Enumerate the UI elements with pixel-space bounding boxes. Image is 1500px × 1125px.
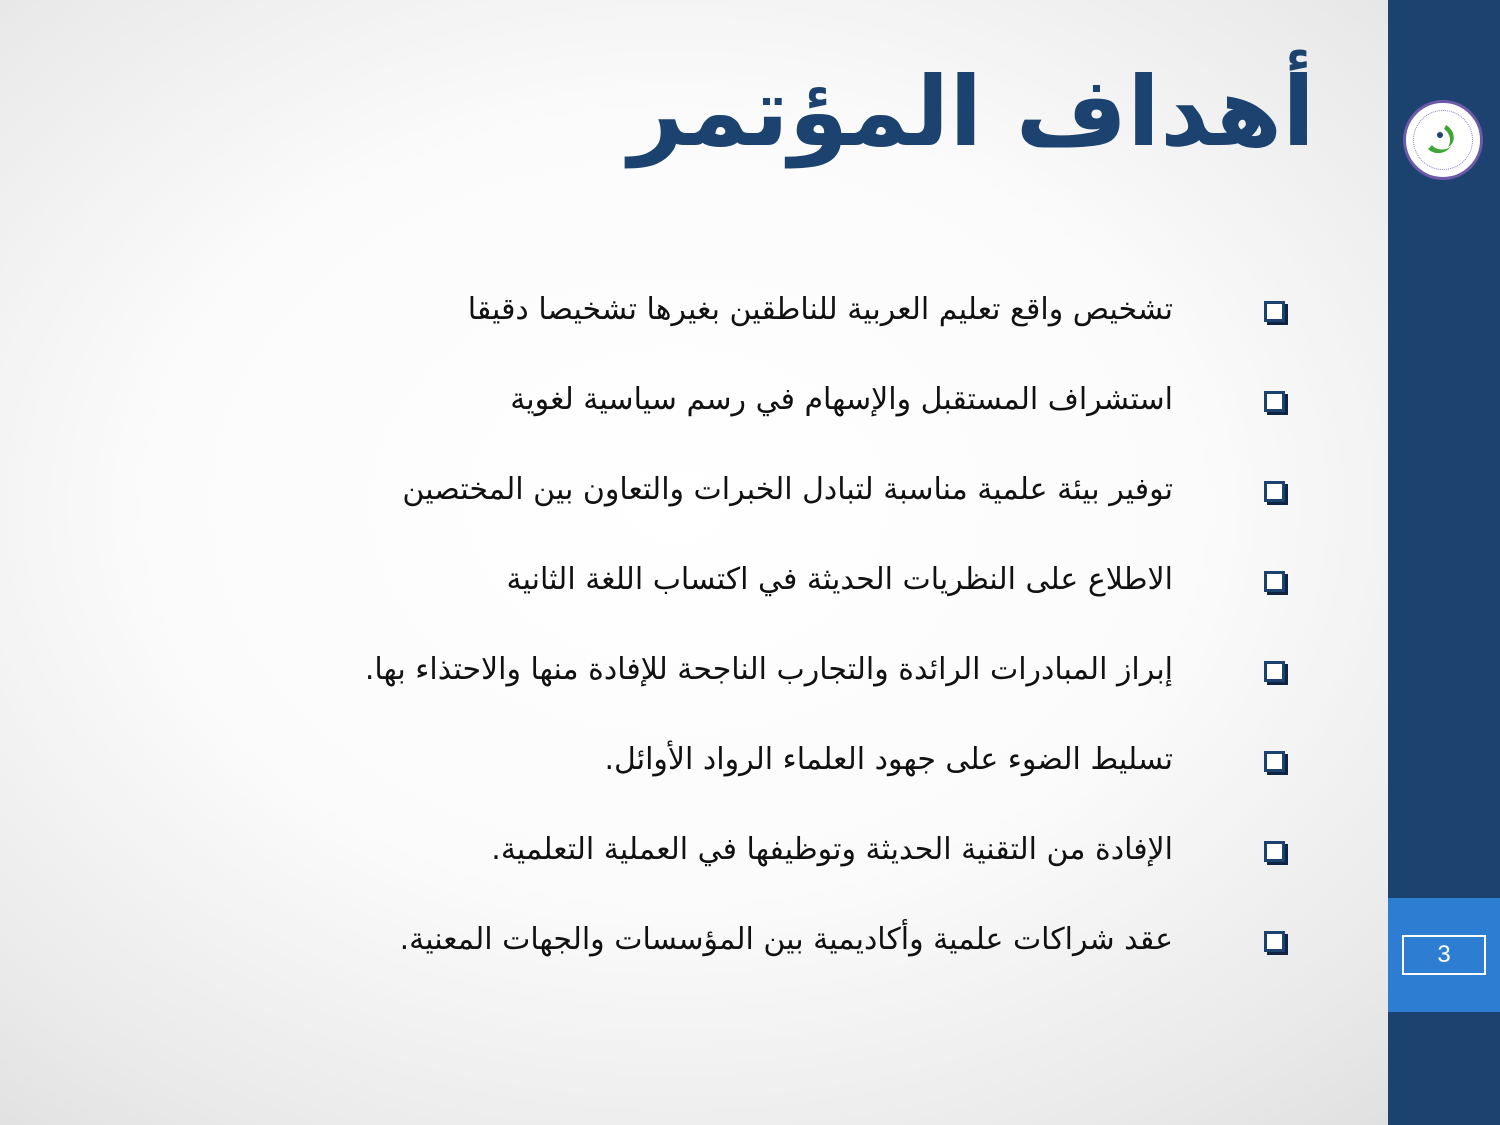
list-item — [0, 548, 1500, 638]
checkbox-bullet-icon — [1264, 571, 1285, 592]
list-item — [0, 368, 1500, 458]
list-item — [0, 278, 1500, 368]
list-item-text: تشخيص واقع تعليم العربية للناطقين بغيرها تشخيصا دقيقا — [467, 292, 1173, 327]
logo-mark-icon — [1420, 117, 1466, 163]
list-item — [0, 818, 1500, 908]
checkbox-bullet-icon — [1264, 301, 1285, 322]
list-item-text: استشراف المستقبل والإسهام في رسم سياسية لغوية — [510, 382, 1173, 417]
checkbox-bullet-icon — [1264, 481, 1285, 502]
list-item-text: توفير بيئة علمية مناسبة لتبادل الخبرات والتعاون بين المختصين — [402, 472, 1173, 507]
list-item-text: تسليط الضوء على جهود العلماء الرواد الأوائل. — [604, 742, 1173, 777]
list-item — [0, 458, 1500, 548]
list-item-text: عقد شراكات علمية وأكاديمية بين المؤسسات والجهات المعنية. — [399, 922, 1173, 957]
list-item — [0, 638, 1500, 728]
list-item-text: الإفادة من التقنية الحديثة وتوظيفها في العملية التعلمية. — [491, 832, 1173, 867]
list-item-text: إبراز المبادرات الرائدة والتجارب الناجحة للإفادة منها والاحتذاء بها. — [364, 652, 1173, 687]
checkbox-bullet-icon — [1264, 661, 1285, 682]
conference-logo-icon — [1403, 100, 1483, 180]
page-number: 3 — [1402, 935, 1486, 975]
checkbox-bullet-icon — [1264, 751, 1285, 772]
slide-title: أهداف المؤتمر — [628, 56, 1315, 168]
checkbox-bullet-icon — [1264, 841, 1285, 862]
list-item — [0, 908, 1500, 998]
checkbox-bullet-icon — [1264, 931, 1285, 952]
goals-list — [0, 278, 1500, 998]
checkbox-bullet-icon — [1264, 391, 1285, 412]
list-item — [0, 728, 1500, 818]
list-item-text: الاطلاع على النظريات الحديثة في اكتساب اللغة الثانية — [506, 562, 1173, 597]
